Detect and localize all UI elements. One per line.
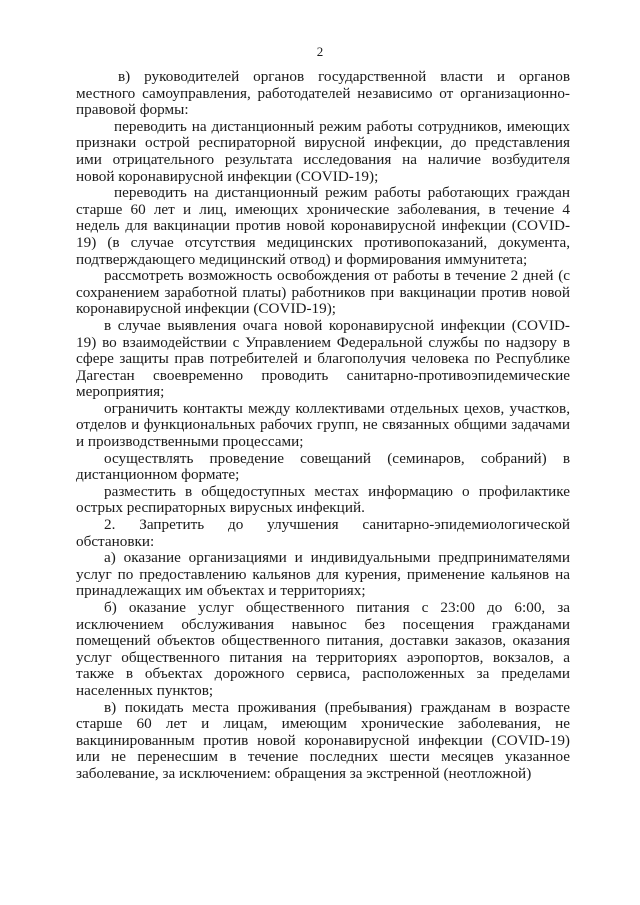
paragraph-remote-elderly: переводить на дистанционный режим работы работающих граждан старше 60 лет и лиц, имеющих хронические заболевания, в течение 4 недель для вакцинации против новой коронавирусной инфекции (COVID-19) (в случае отсутствия медицинских противопоказаний, документа, подтверждающего медицинский отвод) и формирования иммунитета; xyxy=(76,184,570,268)
paragraph-hookah-ban: а) оказание организациями и индивидуальными предпринимателями услуг по предоставлению кальянов для курения, применение кальянов на принадлежащих им объектах и территориях; xyxy=(76,549,570,600)
page-number: 2 xyxy=(316,44,324,59)
paragraph-catering-hours: б) оказание услуг общественного питания с 23:00 до 6:00, за исключением обслуживания навынос без посещения гражданами помещений объектов общественного питания, доставки заказов, оказания услуг общественного питания на территориях аэропортов, вокзалов, а также в объектах дорожного сервиса, расположенных за пределами населенных пунктов; xyxy=(76,599,570,699)
paragraph-prohibit-heading: 2. Запретить до улучшения санитарно-эпидемиологической обстановки: xyxy=(76,516,570,550)
paragraph-remote-meetings: осуществлять проведение совещаний (семинаров, собраний) в дистанционном формате; xyxy=(76,449,570,484)
paragraph-elderly-restriction: в) покидать места проживания (пребывания) гражданам в возрасте старше 60 лет и лицам, имеющим хронические заболевания, не вакцинированным против новой коронавирусной инфекции (COVID-19) или не перенесшим в течение последних шести месяцев указанное заболевание, за исключением: обращения за экстренной (неотложной) xyxy=(76,698,570,782)
paragraph-release-vaccination: рассмотреть возможность освобождения от работы в течение 2 дней (с сохранением заработной платы) работников при вакцинации против новой коронавирусной инфекции (COVID-19); xyxy=(76,267,570,318)
paragraph-limit-contacts: ограничить контакты между коллективами отдельных цехов, участков, отделов и функциональных рабочих групп, не связанных общими задачами и производственными процессами; xyxy=(76,399,570,451)
paragraph-outbreak-measures: в случае выявления очага новой коронавирусной инфекции (COVID-19) во взаимодействии с Управлением Федеральной службы по надзору в сфере защиты прав потребителей и благополучия человека по Республике Дагестан своевременно проводить санитарно-противоэпидемические мероприятия; xyxy=(76,316,570,401)
paragraph-managers-heading: в) руководителей органов государственной власти и органов местного самоуправления, работодателей независимо от организационно-правовой формы: xyxy=(76,68,570,119)
paragraph-post-information: разместить в общедоступных местах информацию о профилактике острых респираторных вирусных инфекций. xyxy=(76,482,570,517)
paragraph-remote-symptomatic: переводить на дистанционный режим работы сотрудников, имеющих признаки острой респираторной вирусной инфекции, до представления ими отрицательного результата исследования на наличие возбудителя новой коронавирусной инфекции (COVID-19); xyxy=(76,117,570,185)
document-body xyxy=(76,69,570,783)
